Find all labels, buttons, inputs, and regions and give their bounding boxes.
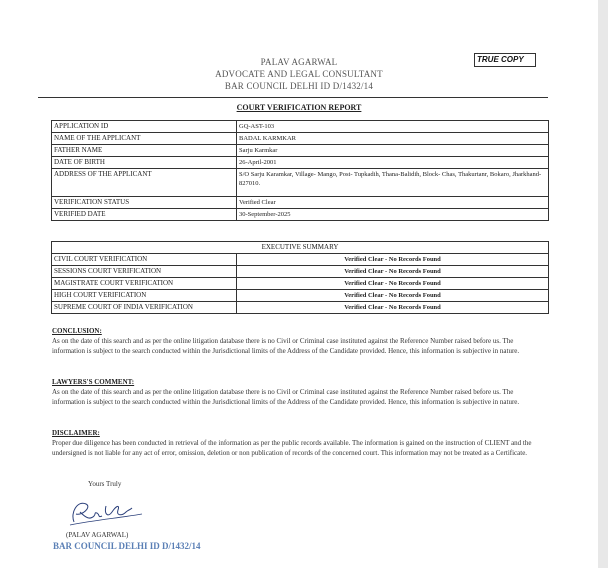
table-row: [52, 169, 549, 197]
detail-key: FATHER NAME: [52, 145, 237, 157]
details-table: [51, 120, 549, 221]
summary-key: SESSIONS COURT VERIFICATION: [52, 266, 237, 278]
detail-value: Verified Clear: [237, 197, 549, 209]
table-row: [52, 121, 549, 133]
lawyers-comment-section: [52, 377, 548, 407]
table-row: [52, 266, 549, 278]
signatory-name: (PALAV AGARWAL): [66, 531, 129, 539]
conclusion-heading: CONCLUSION:: [52, 327, 102, 335]
table-row: [52, 209, 549, 221]
disclaimer-heading: DISCLAIMER:: [52, 429, 100, 437]
signatory-bar-council-id: BAR COUNCIL DELHI ID D/1432/14: [53, 541, 201, 551]
table-row: [52, 157, 549, 169]
conclusion-text: As on the date of this search and as per the online litigation database there is no Civil or Criminal case instituted against the Reference Number raised before us. The information is subject to the search conducted within the Jurisdictional limits of the Address of the Candidate provided. Hence, this information is subjective in nature.: [52, 337, 520, 355]
detail-key: VERIFIED DATE: [52, 209, 237, 221]
detail-value: BADAL KARMKAR: [237, 133, 549, 145]
detail-key: APPLICATION ID: [52, 121, 237, 133]
summary-key: MAGISTRATE COURT VERIFICATION: [52, 278, 237, 290]
table-row: [52, 145, 549, 157]
detail-value: 30-September-2025: [237, 209, 549, 221]
table-row: [52, 278, 549, 290]
executive-summary-table: [51, 241, 549, 314]
conclusion-section: [52, 326, 548, 356]
table-row: [52, 242, 549, 254]
table-row: [52, 254, 549, 266]
detail-value: 26-April-2001: [237, 157, 549, 169]
detail-value: GQ-AST-103: [237, 121, 549, 133]
summary-key: HIGH COURT VERIFICATION: [52, 290, 237, 302]
summary-heading: EXECUTIVE SUMMARY: [52, 242, 549, 254]
detail-key: DATE OF BIRTH: [52, 157, 237, 169]
table-row: [52, 197, 549, 209]
detail-key: ADDRESS OF THE APPLICANT: [52, 169, 237, 197]
disclaimer-section: [52, 428, 548, 458]
summary-value: Verified Clear - No Records Found: [237, 254, 549, 266]
detail-value: S/O Sarju Karamkar, Village- Mango, Post- Tupkadih, Thana-Balidih, Block- Chas, Thakurtanr, Bokaro, Jharkhand-827010.: [237, 169, 549, 197]
bar-council-id: BAR COUNCIL DELHI ID D/1432/14: [224, 81, 374, 91]
summary-value: Verified Clear - No Records Found: [237, 302, 549, 314]
summary-key: CIVIL COURT VERIFICATION: [52, 254, 237, 266]
lawyers-comment-text: As on the date of this search and as per the online litigation database there is no Civil or Criminal case instituted against the Reference Number raised before us. The information is subject to the search conducted within the Jurisdictional limits of the Address of the Candidate provided. Hence, this information is subjective in nature.: [52, 388, 520, 406]
summary-value: Verified Clear - No Records Found: [237, 290, 549, 302]
scrollbar[interactable]: [598, 0, 608, 568]
summary-value: Verified Clear - No Records Found: [237, 278, 549, 290]
table-row: [52, 133, 549, 145]
detail-value: Sarju Karmkar: [237, 145, 549, 157]
summary-key: SUPREME COURT OF INDIA VERIFICATION: [52, 302, 237, 314]
true-copy-stamp: TRUE COPY: [474, 53, 536, 67]
disclaimer-text: Proper due diligence has been conducted in retrieval of the information as per the public records available. The information is gained on the instruction of CLIENT and the undersigned is not liable for any act of error, omission, deletion or non publication of records of the concerned court. This information may not be treated as a Certificate.: [52, 439, 532, 457]
lawyers-comment-heading: LAWYERS'S COMMENT:: [52, 378, 135, 386]
advocate-name: PALAV AGARWAL: [260, 57, 338, 67]
table-row: [52, 302, 549, 314]
signature-image: [64, 494, 144, 528]
advocate-title: ADVOCATE AND LEGAL CONSULTANT: [215, 69, 383, 79]
report-title: COURT VERIFICATION REPORT: [236, 103, 362, 112]
summary-value: Verified Clear - No Records Found: [237, 266, 549, 278]
header-divider: [38, 97, 548, 98]
detail-key: NAME OF THE APPLICANT: [52, 133, 237, 145]
table-row: [52, 290, 549, 302]
detail-key: VERIFICATION STATUS: [52, 197, 237, 209]
closing-text: Yours Truly: [88, 480, 122, 488]
